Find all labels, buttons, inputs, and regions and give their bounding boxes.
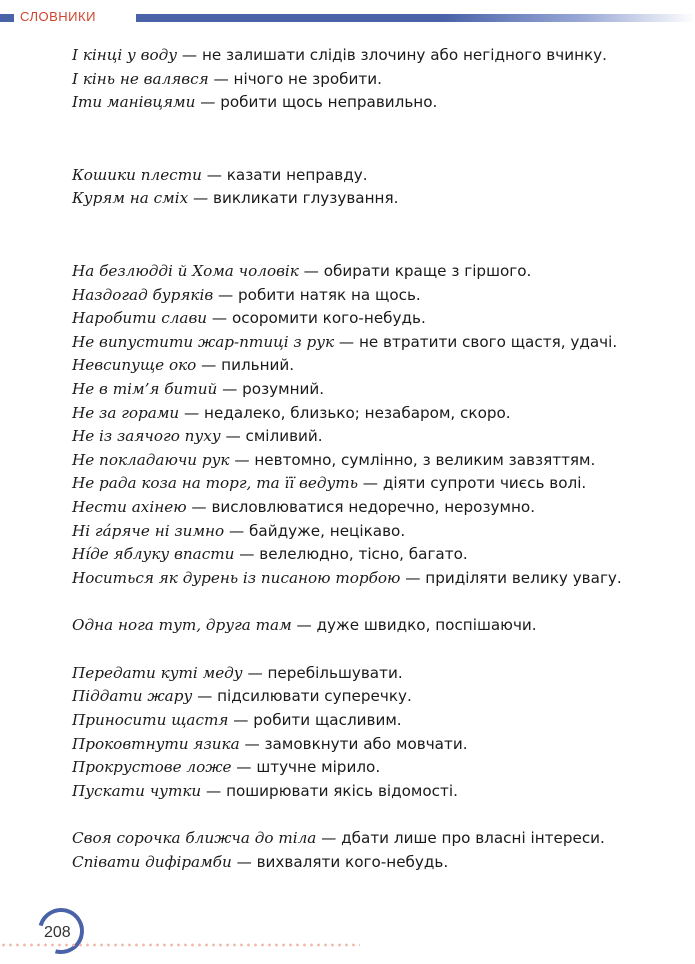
header-left-bar bbox=[0, 14, 14, 22]
entry-definition: нічого не зробити. bbox=[233, 69, 382, 88]
entry-definition: дуже швидко, поспішаючи. bbox=[316, 616, 537, 635]
entry-definition: недалеко, близько; незабаром, скоро. bbox=[204, 403, 511, 422]
entry-definition: робити натяк на щось. bbox=[238, 285, 421, 304]
entry-term: І кінці у воду bbox=[72, 46, 178, 64]
dictionary-entry bbox=[72, 827, 672, 851]
entry-definition: замовкнути або мовчати. bbox=[264, 734, 468, 753]
entry-term: Піддати жару bbox=[72, 687, 193, 706]
entry-term: Своя сорочка ближча до тіла bbox=[72, 829, 317, 848]
footer-dotted-line bbox=[0, 943, 360, 947]
group-k bbox=[72, 164, 672, 211]
entry-dash: — bbox=[234, 545, 260, 564]
entry-dash: — bbox=[179, 403, 205, 422]
dictionary-entry bbox=[72, 851, 672, 875]
entry-dash: — bbox=[177, 46, 202, 64]
dictionary-entry bbox=[72, 780, 672, 804]
entry-definition: не залишати слідів злочину або негідного вчинку. bbox=[201, 46, 608, 64]
dictionary-entry bbox=[72, 307, 672, 331]
entry-definition: пильний. bbox=[221, 356, 295, 375]
entry-dash: — bbox=[231, 853, 257, 872]
entry-dash: — bbox=[228, 711, 254, 730]
entry-definition: штучне мірило. bbox=[256, 758, 381, 777]
dictionary-entry bbox=[72, 733, 672, 757]
entry-definition: невтомно, сумлінно, з великим завзяттям. bbox=[254, 450, 596, 469]
group-spacer bbox=[72, 638, 672, 662]
entry-term: Одна нога тут, друга там bbox=[72, 616, 292, 635]
dictionary-entry bbox=[72, 284, 672, 308]
entry-dash: — bbox=[400, 568, 426, 587]
dictionary-entry bbox=[72, 402, 672, 426]
entry-dash: — bbox=[201, 781, 227, 800]
entry-term: Не в тім’я битий bbox=[72, 379, 218, 398]
section-title: СЛОВНИКИ bbox=[20, 9, 96, 24]
entry-definition: не втратити свого щастя, удачі. bbox=[358, 332, 618, 351]
entry-definition: висловлюватися недоречно, нерозумно. bbox=[211, 497, 536, 516]
dictionary-entry bbox=[72, 164, 672, 188]
entry-dash: — bbox=[334, 332, 359, 351]
group-p bbox=[72, 662, 672, 804]
entry-dash: — bbox=[207, 309, 232, 328]
group-spacer bbox=[72, 803, 672, 827]
entry-dash: — bbox=[201, 165, 227, 184]
entry-definition: поширювати якісь відомості. bbox=[226, 781, 458, 800]
header-right-bar bbox=[136, 14, 695, 22]
entry-term: Не рада коза на торг, та її ведуть bbox=[72, 474, 358, 493]
entry-definition: дбати лише про власні інтереси. bbox=[341, 829, 605, 848]
entry-definition: перебільшувати. bbox=[267, 663, 403, 682]
entry-dash: — bbox=[229, 450, 255, 469]
entry-dash: — bbox=[291, 616, 317, 635]
entry-dash: — bbox=[231, 758, 257, 777]
entry-term: Прокрустове ложе bbox=[72, 758, 232, 777]
group-o bbox=[72, 614, 672, 638]
entry-dash: — bbox=[242, 663, 268, 682]
entry-dash: — bbox=[188, 189, 214, 208]
entry-term: Наробити слави bbox=[72, 309, 208, 328]
entry-definition: діяти супроти чиєсь волі. bbox=[382, 474, 587, 493]
dictionary-entry bbox=[72, 449, 672, 473]
dictionary-entry bbox=[72, 68, 672, 92]
entry-term: Не із заячого пуху bbox=[72, 427, 221, 446]
entry-term: Співати дифірамби bbox=[72, 853, 232, 872]
entry-definition: вихваляти кого-небудь. bbox=[256, 853, 449, 872]
entry-dash: — bbox=[316, 829, 342, 848]
group-spacer bbox=[72, 115, 672, 164]
dictionary-entry bbox=[72, 331, 672, 355]
group-spacer bbox=[72, 590, 672, 614]
entry-dash: — bbox=[220, 427, 246, 446]
entry-definition: осоромити кого-небудь. bbox=[231, 309, 426, 328]
entry-dash: — bbox=[217, 379, 243, 398]
entry-term: Не за горами bbox=[72, 403, 180, 422]
dictionary-entry bbox=[72, 709, 672, 733]
dictionary-entry bbox=[72, 662, 672, 686]
entry-dash: — bbox=[239, 734, 265, 753]
dictionary-entry bbox=[72, 567, 672, 591]
entry-dash: — bbox=[196, 356, 222, 375]
dictionary-content bbox=[72, 44, 672, 875]
entry-definition: робити щасливим. bbox=[253, 711, 402, 730]
entry-term: Ні га́ряче ні зимно bbox=[72, 521, 225, 540]
entry-dash: — bbox=[192, 687, 218, 706]
group-i bbox=[72, 44, 672, 115]
group-n bbox=[72, 260, 672, 590]
entry-definition: казати неправду. bbox=[226, 165, 368, 184]
entry-term: Курям на сміх bbox=[72, 189, 189, 208]
entry-dash: — bbox=[298, 261, 324, 280]
dictionary-entry bbox=[72, 520, 672, 544]
entry-definition: сміливий. bbox=[245, 427, 323, 446]
entry-definition: велелюдно, тісно, багато. bbox=[259, 545, 468, 564]
entry-definition: розумний. bbox=[242, 379, 325, 398]
entry-term: Не покладаючи рук bbox=[72, 450, 230, 469]
entry-definition: викликати глузування. bbox=[213, 189, 399, 208]
entry-definition: робити щось неправильно. bbox=[220, 93, 438, 112]
entry-term: Наздогад буряків bbox=[72, 285, 214, 304]
entry-dash: — bbox=[195, 93, 221, 112]
dictionary-entry bbox=[72, 472, 672, 496]
entry-term: Приносити щастя bbox=[72, 711, 229, 730]
dictionary-entry bbox=[72, 614, 672, 638]
dictionary-entry bbox=[72, 425, 672, 449]
entry-term: Пускати чутки bbox=[72, 781, 202, 800]
entry-term: Носиться як дурень із писаною торбою bbox=[72, 568, 401, 587]
dictionary-entry bbox=[72, 756, 672, 780]
entry-dash: — bbox=[213, 285, 239, 304]
group-s bbox=[72, 827, 672, 874]
dictionary-entry bbox=[72, 496, 672, 520]
entry-definition: обирати краще з гіршого. bbox=[323, 261, 532, 280]
entry-term: І кінь не валявся bbox=[72, 69, 209, 88]
entry-term: На безлюдді й Хома чоловік bbox=[72, 261, 299, 280]
entry-term: Ні́де яблуку впасти bbox=[72, 545, 235, 564]
dictionary-entry bbox=[72, 378, 672, 402]
entry-dash: — bbox=[357, 474, 383, 493]
entry-dash: — bbox=[208, 69, 234, 88]
dictionary-entry bbox=[72, 187, 672, 211]
entry-dash: — bbox=[186, 497, 212, 516]
dictionary-entry bbox=[72, 260, 672, 284]
entry-term: Проковтнути язика bbox=[72, 734, 240, 753]
page-footer bbox=[0, 900, 695, 964]
dictionary-entry bbox=[72, 685, 672, 709]
dictionary-entry bbox=[72, 543, 672, 567]
entry-term: Невсипуще око bbox=[72, 356, 197, 375]
entry-definition: підсилювати суперечку. bbox=[217, 687, 412, 706]
dictionary-entry bbox=[72, 354, 672, 378]
page-header bbox=[0, 0, 695, 36]
entry-term: Передати куті меду bbox=[72, 663, 243, 682]
group-spacer bbox=[72, 211, 672, 260]
entry-term: Кошики плести bbox=[72, 165, 202, 184]
dictionary-entry bbox=[72, 91, 672, 115]
entry-term: Нести ахінею bbox=[72, 497, 187, 516]
entry-dash: — bbox=[224, 521, 250, 540]
entry-term: Іти манівцями bbox=[72, 93, 196, 112]
dictionary-entry bbox=[72, 44, 672, 68]
entry-term: Не випустити жар-птиці з рук bbox=[72, 332, 335, 351]
page-number: 208 bbox=[44, 924, 71, 941]
entry-definition: приділяти велику увагу. bbox=[425, 568, 622, 587]
entry-definition: байдуже, нецікаво. bbox=[249, 521, 406, 540]
